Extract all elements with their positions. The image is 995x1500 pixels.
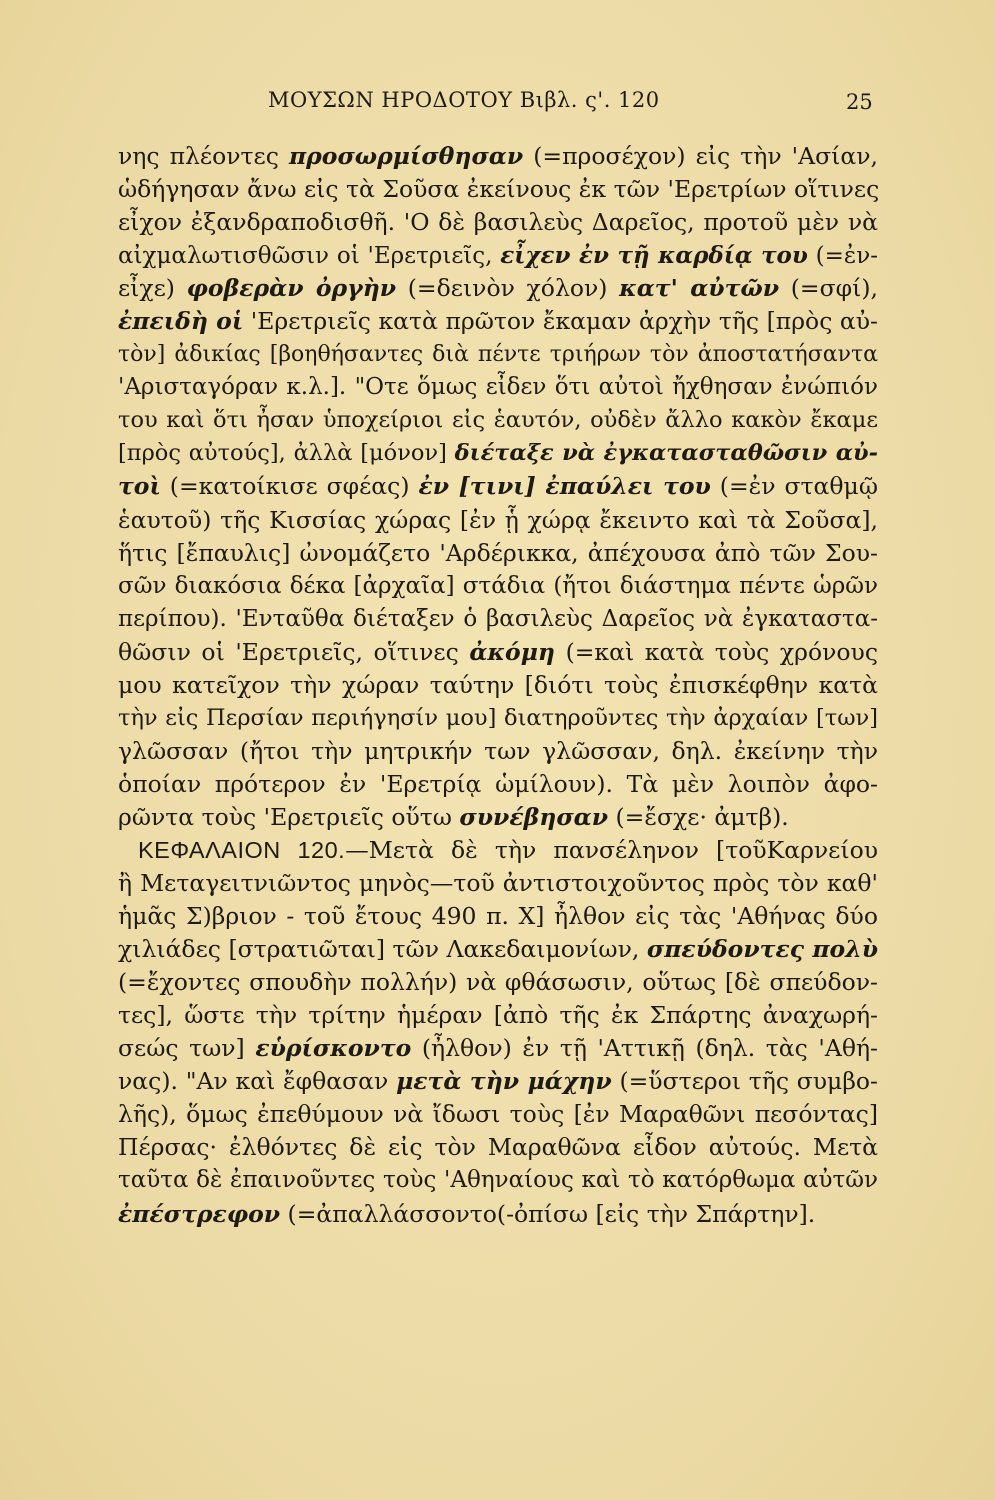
text-line — [118, 702, 878, 735]
text-segment: σῶν διακόσια δέκα [ἀρχαῖα] στάδια (ἤτοι διάστημα πέντε ὡρῶν — [118, 572, 878, 599]
text-line — [118, 867, 878, 900]
text-line — [118, 504, 878, 537]
text-line — [118, 371, 878, 404]
text-segment: ταῦτα δὲ ἐπαινοῦντες τοὺς 'Αθηναίους καὶ τὸ κατόρθωμα αὐτῶν — [118, 1167, 878, 1194]
text-segment: περίπου). 'Ενταῦθα διέταξεν ὁ βασιλεὺς Δαρεῖος νὰ ἐγκαταστα- — [118, 605, 878, 632]
emphasized-phrase: ἀκόμη — [469, 637, 555, 666]
chapter-heading: ΚΕΦΑΛΑΙΟΝ 120. — [138, 836, 346, 863]
text-segment: —Μετὰ δὲ τὴν πανσέληνον [τοῦΚαρνείου — [345, 835, 879, 864]
text-line — [118, 999, 878, 1032]
text-segment: τες], ὥστε τὴν τρίτην ἡμέραν [ἀπὸ τῆς ἐκ Σπάρτης ἀναχωρή- — [118, 1001, 878, 1030]
text-segment: θῶσιν οἱ 'Ερετριεῖς, οἵτινες — [118, 637, 470, 666]
text-segment: [πρὸς αὐτούς], ἀλλὰ [μόνον] — [118, 440, 455, 467]
text-line — [118, 239, 878, 272]
text-line — [118, 735, 878, 768]
text-line — [118, 801, 878, 834]
emphasized-phrase: ἐπέστρεφον — [118, 1199, 281, 1228]
text-line — [118, 834, 878, 867]
text-segment: (=ἔχοντες σπουδὴν πολλήν) νὰ φθάσωσιν, οὕτως [δὲ σπεύδον- — [118, 968, 878, 997]
text-segment: (=προσέχον) εἰς τὴν 'Ασίαν, — [523, 142, 878, 170]
text-segment: 'Ερετριεῖς κατὰ πρῶτον ἔκαμαν ἀρχὴν τῆς [πρὸς αὐ- — [243, 307, 878, 336]
emphasized-phrase: ἐν [τινι] ἐπαύλει του — [418, 472, 711, 501]
text-line — [118, 636, 878, 669]
text-line — [118, 272, 878, 305]
emphasized-phrase: ἐπειδὴ οἱ — [118, 307, 244, 336]
emphasized-phrase: μετὰ τὴν μάχην — [396, 1067, 612, 1096]
text-line — [118, 933, 878, 966]
text-line — [118, 1198, 878, 1231]
text-line — [118, 537, 878, 570]
text-line — [118, 1098, 878, 1131]
text-segment: (=σφί), — [779, 274, 878, 303]
text-segment: ἡμᾶς Σ)βριον - τοῦ ἔτους 490 π. Χ] ἦλθον εἰς τὰς 'Αθήνας δύο — [118, 902, 878, 931]
text-segment: αἰχμαλωτισθῶσιν οἱ 'Ερετριεῖς, — [118, 243, 501, 270]
emphasized-phrase: σπεύδοντες πολὺ — [646, 935, 878, 964]
text-line — [118, 338, 878, 371]
body-text — [118, 140, 878, 1231]
emphasized-phrase: τοὶ — [118, 472, 161, 501]
text-segment: τὸν] ἀδικίας [βοηθήσαντες διὰ πέντε τριήρων τὸν ἀποστατήσαντα — [118, 342, 878, 368]
text-line — [118, 603, 878, 636]
emphasized-phrase: συνέβησαν — [459, 802, 609, 831]
text-segment: εἶχε) — [118, 274, 187, 303]
text-segment: ὡδήγησαν ἄνω εἰς τὰ Σοῦσα ἐκείνους ἐκ τῶν 'Ερετρίων οἵτινες — [118, 175, 880, 204]
text-segment: (=ἐν- — [807, 243, 878, 270]
text-segment: (=δεινὸν χόλον) — [396, 274, 620, 303]
text-segment: (=καὶ κατὰ τοὺς χρόνους — [555, 637, 878, 666]
text-segment: μου κατεῖχον τὴν χώραν ταύτην [διότι τοὺς ἐπισκέφθην κατὰ — [118, 670, 878, 699]
text-segment: 'Αρισταγόραν κ.λ.]. "Οτε ὅμως εἶδεν ὅτι αὐτοὶ ἤχθησαν ἐνώπιόν — [118, 374, 878, 401]
emphasized-phrase: προσωρμίσθησαν — [288, 142, 524, 170]
text-segment: (ἦλθον) ἐν τῇ 'Αττικῇ (δηλ. τὰς 'Αθή- — [411, 1034, 878, 1063]
emphasized-phrase: εἶχεν ἐν τῇ καρδίᾳ του — [500, 242, 808, 270]
text-line — [118, 1032, 878, 1065]
text-segment: νας). "Αν καὶ ἔφθασαν — [118, 1067, 397, 1096]
text-segment: Πέρσας· ἐλθόντες δὲ εἰς τὸν Μαραθῶνα εἶδον αὐτούς. Μετὰ — [118, 1133, 878, 1162]
text-line — [118, 404, 878, 437]
page-number: 25 — [846, 90, 873, 114]
text-segment: χιλιάδες [στρατιῶται] τῶν Λακεδαιμονίων, — [118, 935, 647, 964]
text-line — [118, 140, 878, 173]
text-segment: ὁποίαν πρότερον ἐν 'Ερετρίᾳ ὡμίλουν). Τὰ μὲν λοιπὸν ἀφο- — [118, 769, 878, 798]
text-segment: (=ἐν σταθμῷ — [710, 472, 878, 501]
text-line — [118, 470, 878, 503]
running-title: ΜΟΥΣΩΝ ΗΡΟΔΟΤΟΥ Βιβλ. ς'. 120 — [268, 88, 660, 112]
text-line — [118, 669, 878, 702]
text-segment: ρῶντα τοὺς 'Ερετριεῖς οὕτω — [118, 802, 460, 831]
text-segment: σεώς των] — [118, 1034, 256, 1063]
text-segment: τὴν εἰς Περσίαν περιήγησίν μου] διατηροῦντες τὴν ἀρχαίαν [των] — [118, 704, 878, 731]
running-head — [0, 88, 995, 118]
text-segment: του καὶ ὅτι ἦσαν ὑποχείριοι εἰς ἑαυτόν, οὐδὲν ἄλλο κακὸν ἔκαμε — [118, 407, 878, 434]
text-line — [118, 305, 878, 338]
text-segment: νης πλέοντες — [118, 142, 289, 170]
text-line — [118, 966, 878, 999]
text-line — [118, 768, 878, 801]
text-line — [118, 1065, 878, 1098]
text-line — [118, 437, 878, 470]
emphasized-phrase: φοβερὰν ὀργὴν — [186, 274, 397, 303]
text-segment: (=ἀπαλλάσσοντο(-ὀπίσω [εἰς τὴν Σπάρτην]. — [280, 1199, 816, 1228]
text-segment: ἑαυτοῦ) τῆς Κισσίας χώρας [ἐν ᾗ χώρᾳ ἔκειντο καὶ τὰ Σοῦσα], — [118, 505, 878, 534]
text-segment: γλῶσσαν (ἤτοι τὴν μητρικήν των γλῶσσαν, δηλ. ἐκείνην τὴν — [118, 736, 878, 765]
text-segment: ἥτις [ἔπαυλις] ὠνομάζετο 'Αρδέρικκα, ἀπέχουσα ἀπὸ τῶν Σου- — [118, 538, 878, 567]
text-line — [118, 900, 878, 933]
text-line — [118, 1131, 878, 1164]
text-line — [118, 173, 878, 206]
text-segment: λῆς), ὅμως ἐπεθύμουν νὰ ἴδωσι τοὺς [ἐν Μαραθῶνι πεσόντας] — [118, 1100, 878, 1129]
text-segment: (=ὕστεροι τῆς συμβο- — [611, 1067, 878, 1096]
text-line — [118, 1164, 878, 1197]
emphasized-phrase: κατ' αὐτῶν — [619, 274, 780, 303]
text-segment: εἶχον ἐξανδραποδισθῆ. 'Ο δὲ βασιλεὺς Δαρεῖος, προτοῦ μὲν νὰ — [118, 208, 878, 237]
emphasized-phrase: εὑρίσκοντο — [255, 1034, 412, 1063]
text-segment: (=ἔσχε· ἀμτβ). — [608, 802, 789, 831]
emphasized-phrase: διέταξε νὰ ἐγκατασταθῶσιν αὐ- — [454, 440, 878, 467]
text-line — [118, 570, 878, 603]
text-segment: ἢ Μεταγειτνιῶντος μηνὸς—τοῦ ἀντιστοιχοῦντος πρὸς τὸν καθ' — [118, 869, 878, 898]
text-segment: (=κατοίκισε σφέας) — [160, 472, 419, 501]
text-line — [118, 206, 878, 239]
